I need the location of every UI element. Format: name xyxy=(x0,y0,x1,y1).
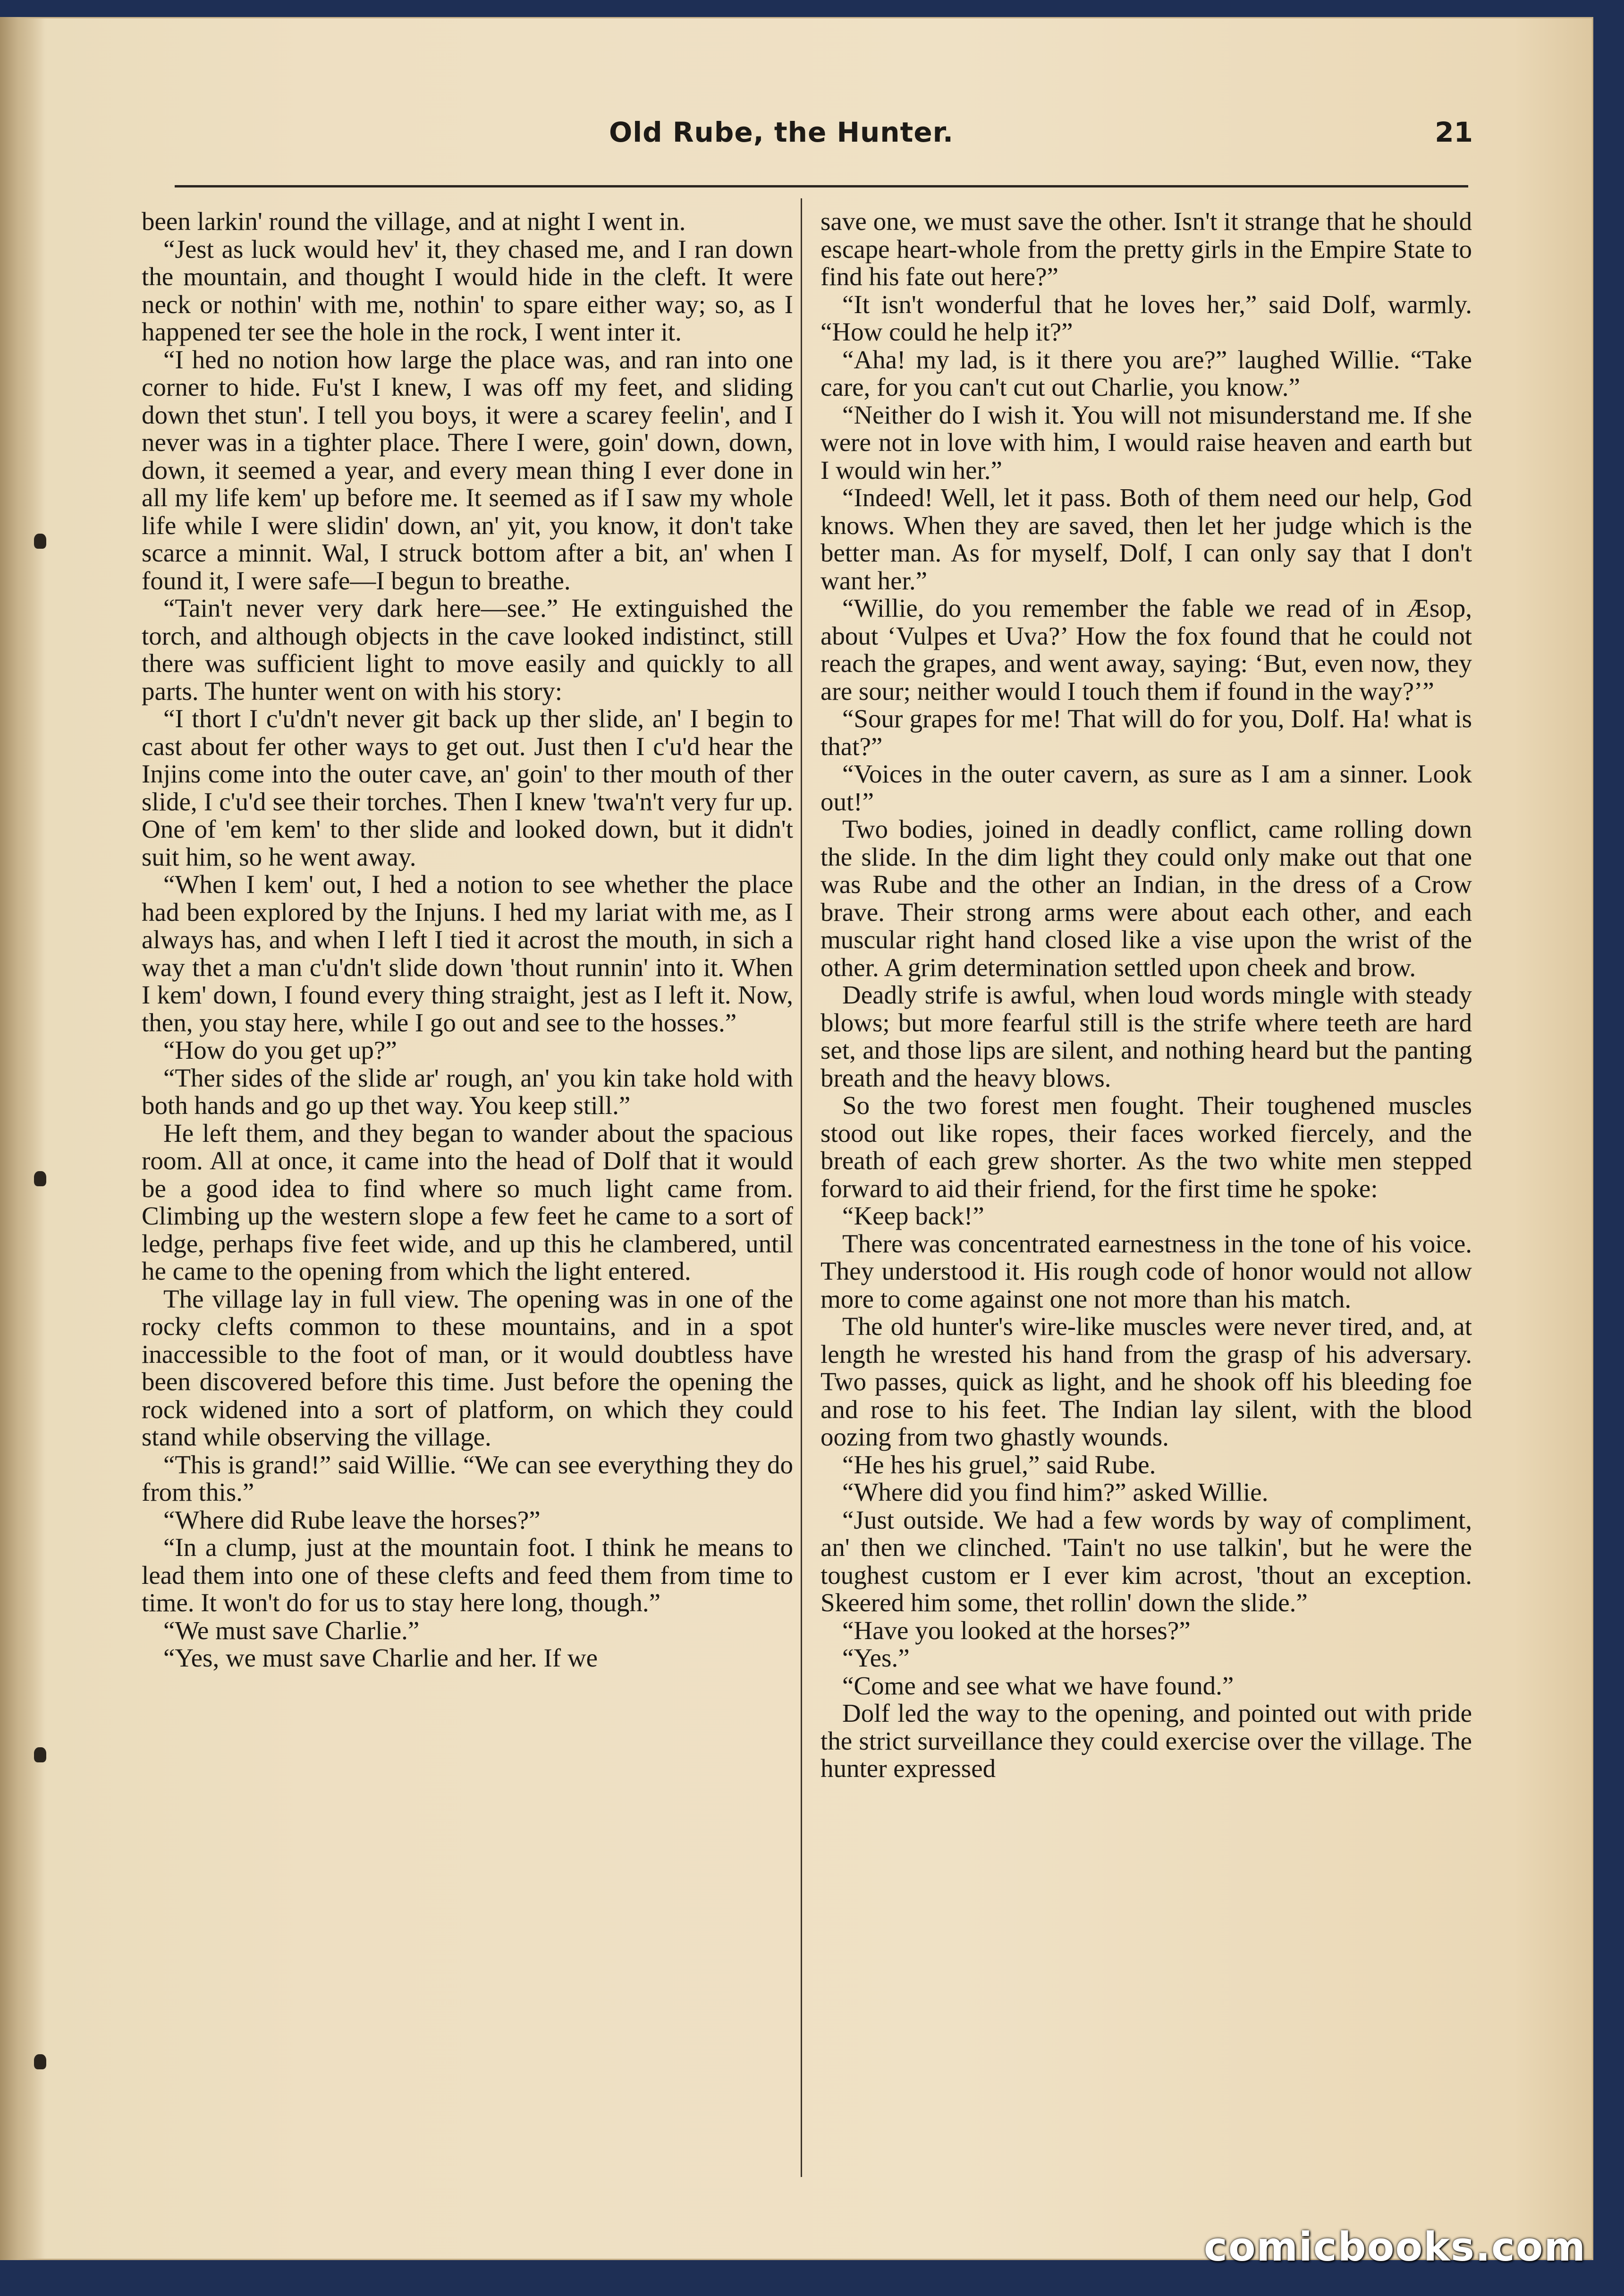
paragraph: “Neither do I wish it. You will not misunderstand me. If she were not in love with him, I would raise heaven and earth but I would win her.” xyxy=(820,400,1472,485)
running-head xyxy=(142,116,1473,159)
paragraph: “Where did you find him?” asked Willie. xyxy=(842,1478,1269,1506)
paragraph: “Come and see what we have found.” xyxy=(842,1671,1234,1700)
left-text-column xyxy=(142,208,793,1672)
paragraph: “Have you looked at the horses?” xyxy=(842,1616,1191,1645)
paragraph: been larkin' round the village, and at night I went in. xyxy=(142,207,686,236)
paragraph: The village lay in full view. The opening was in one of the rocky clefts common to these mountains, and in a spot inaccessible to the foot of man, or it would doubtless have been discovered before this time. Just before the opening the rock widened into a sort of platform, on which they could stand while observing the village. xyxy=(142,1284,793,1451)
paragraph: The old hunter's wire-like muscles were never tired, and, at length he wrested his hand from the grasp of his adversary. Two passes, quick as light, and he shook off his bleeding foe and rose to his feet. The Indian lay silent, with the blood oozing from two ghastly wounds. xyxy=(820,1312,1472,1451)
paragraph: “Jest as luck would hev' it, they chased me, and I ran down the mountain, and thought I would hide in the cleft. It were neck or nothin' with me, nothin' to spare either way; so, as I happened ter see the hole in the rock, I went inter it. xyxy=(142,234,793,346)
paragraph: “How do you get up?” xyxy=(163,1036,397,1064)
paragraph: “Voices in the outer cavern, as sure as I am a sinner. Look out!” xyxy=(820,759,1472,816)
page-spine-shadow xyxy=(0,17,45,2260)
paragraph: “I thort I c'u'dn't never git back up ther slide, an' I begin to cast about fer other ways to get out. Just then I c'u'd hear the Injins come into the outer cave, an' goin' to ther mouth of ther slide, I c'u'd see their torches. Then I knew 'twa'n't very fur up. One of 'em kem' to ther slide and looked down, but it didn't suit him, so he went away. xyxy=(142,704,793,871)
page-number: 21 xyxy=(1435,116,1473,148)
paragraph: So the two forest men fought. Their toughened muscles stood out like ropes, their faces worked fiercely, and the breath of each grew shorter. As the two white men stepped forward to aid their friend, for the first time he spoke: xyxy=(820,1091,1472,1203)
paragraph: “This is grand!” said Willie. “We can see everything they do from this.” xyxy=(142,1450,793,1506)
paragraph: Deadly strife is awful, when loud words mingle with steady blows; but more fearful still is the strife where teeth are hard set, and those lips are silent, and nothing heard but the panting breath and the heavy blows. xyxy=(820,980,1472,1092)
paragraph: “Indeed! Well, let it pass. Both of them need our help, God knows. When they are saved, then let her judge which is the better man. As for myself, Dolf, I can only say that I don't want her.” xyxy=(820,483,1472,595)
paragraph: “We must save Charlie.” xyxy=(163,1616,420,1645)
paragraph: “Willie, do you remember the fable we read of in Æsop, about ‘Vulpes et Uva?’ How the fox found that he could not reach the grapes, and went away, saying: ‘But, even now, they are sour; neither would I touch them if found in the way?’” xyxy=(820,594,1472,706)
paragraph: “Ther sides of the slide ar' rough, an' you kin take hold with both hands and go up thet way. You keep still.” xyxy=(142,1063,793,1120)
paragraph: “When I kem' out, I hed a notion to see whether the place had been explored by the Injuns. I hed my lariat with me, as I always has, and when I left I tied it acrost the mouth, in sich a way thet a man c'u'dn't slide down 'thout runnin' into it. When I kem' down, I found every thing straight, jest as I left it. Now, then, you stay here, while I go out and see to the hosses.” xyxy=(142,870,793,1037)
binding-mark xyxy=(34,534,46,549)
paragraph: “He hes his gruel,” said Rube. xyxy=(842,1450,1156,1479)
paragraph: There was concentrated earnestness in the tone of his voice. They understood it. His rough code of honor would not allow more to come against one not more than his match. xyxy=(820,1229,1472,1313)
site-watermark: comicbooks.com xyxy=(1204,2224,1586,2270)
page-title: Old Rube, the Hunter. xyxy=(609,116,954,148)
paragraph: “Yes, we must save Charlie and her. If we xyxy=(163,1643,598,1672)
paragraph: Two bodies, joined in deadly conflict, came rolling down the slide. In the dim light they could only make out that one was Rube and the other an Indian, in the dress of a Crow brave. Their strong arms were about each other, and each muscular right hand closed like a vise upon the wrist of the other. A grim determination settled upon cheek and brow. xyxy=(820,815,1472,982)
paragraph: “In a clump, just at the mountain foot. I think he means to lead them into one of these clefts and feed them from time to time. It won't do for us to stay here long, though.” xyxy=(142,1533,793,1617)
paragraph: “Sour grapes for me! That will do for you, Dolf. Ha! what is that?” xyxy=(820,704,1472,761)
binding-mark xyxy=(34,2054,46,2069)
header-rule xyxy=(175,185,1468,187)
paragraph: He left them, and they began to wander about the spacious room. All at once, it came into the head of Dolf that it would be a good idea to find where so much light came from. Climbing up the western slope a few feet he came to a sort of ledge, perhaps five feet wide, and up this he clambered, until he came to the opening from which the light entered. xyxy=(142,1118,793,1285)
right-text-column xyxy=(820,208,1472,1783)
paragraph: “Just outside. We had a few words by way of compliment, an' then we clinched. 'Tain't no use talkin', but he were the toughest custom er I ever kim acrost, 'thout an exception. Skeered him some, thet rollin' down the slide.” xyxy=(820,1505,1472,1617)
paragraph: “Aha! my lad, is it there you are?” laughed Willie. “Take care, for you can't cut out Charlie, you know.” xyxy=(820,345,1472,401)
paragraph: save one, we must save the other. Isn't it strange that he should escape heart-whole from the pretty girls in the Empire State to find his fate out here?” xyxy=(820,207,1472,291)
paragraph: “Tain't never very dark here—see.” He extinguished the torch, and although objects in the cave looked indistinct, still there was sufficient light to move easily and quickly to all parts. The hunter went on with his story: xyxy=(142,594,793,706)
paragraph: “Keep back!” xyxy=(842,1201,984,1230)
paragraph: “Yes.” xyxy=(842,1643,910,1672)
paragraph: “It isn't wonderful that he loves her,” said Dolf, warmly. “How could he help it?” xyxy=(820,289,1472,346)
column-divider xyxy=(801,198,802,2177)
binding-mark xyxy=(34,1171,46,1186)
paragraph: Dolf led the way to the opening, and pointed out with pride the strict surveillance they could exercise over the village. The hunter expressed xyxy=(820,1699,1472,1783)
binding-mark xyxy=(34,1747,46,1762)
paragraph: “Where did Rube leave the horses?” xyxy=(163,1505,541,1534)
paragraph: “I hed no notion how large the place was, and ran into one corner to hide. Fu'st I knew, I was off my feet, and sliding down thet stun'. I tell you boys, it were a scarey feelin', and I never was in a tighter place. There I were, goin' down, down, down, it seemed a year, and every mean thing I ever done in all my life kem' up before me. It seemed as if I saw my whole life while I were slidin' down, an' yit, you know, it don't take scarce a minnit. Wal, I struck bottom after a bit, an' when I found it, I were safe—I begun to breathe. xyxy=(142,345,793,595)
